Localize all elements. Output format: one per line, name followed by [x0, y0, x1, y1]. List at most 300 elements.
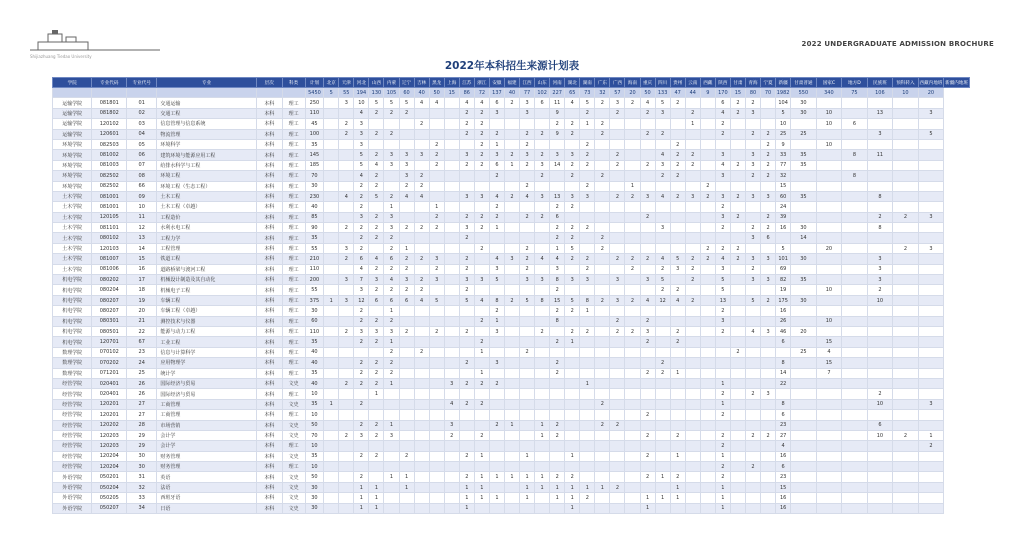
- table-cell: 3: [745, 191, 760, 201]
- table-cell: [893, 472, 919, 482]
- table-cell: [867, 160, 893, 170]
- table-cell: [893, 181, 919, 191]
- table-cell: 1: [715, 378, 730, 388]
- table-cell: [745, 399, 760, 409]
- table-cell: [474, 233, 489, 243]
- table-cell: 2: [474, 399, 489, 409]
- table-cell: [670, 358, 685, 368]
- total-cell: 130: [369, 88, 384, 98]
- table-cell: 2: [761, 160, 776, 170]
- table-cell: [816, 451, 842, 461]
- table-cell: [640, 482, 655, 492]
- table-cell: 2: [640, 316, 655, 326]
- column-header: 贵州: [670, 78, 685, 88]
- table-cell: 1: [565, 482, 580, 492]
- table-cell: 1: [474, 482, 489, 492]
- table-cell: [730, 358, 745, 368]
- table-cell: 3: [670, 264, 685, 274]
- table-row: [53, 98, 970, 108]
- total-cell: 44: [685, 88, 700, 98]
- table-cell: [504, 181, 519, 191]
- table-cell: 本科: [257, 254, 283, 264]
- table-cell: 理工: [282, 98, 305, 108]
- table-cell: 375: [305, 295, 324, 305]
- table-cell: [550, 347, 565, 357]
- table-cell: 1: [324, 399, 339, 409]
- table-cell: [655, 378, 670, 388]
- table-cell: 理工: [282, 191, 305, 201]
- table-cell: 理工: [282, 223, 305, 233]
- table-cell: 2: [640, 212, 655, 222]
- table-cell: 2: [459, 326, 474, 336]
- table-cell: 2: [339, 254, 354, 264]
- table-cell: 120203: [92, 441, 127, 451]
- table-cell: [918, 171, 944, 181]
- table-cell: [893, 389, 919, 399]
- table-cell: 46: [776, 326, 791, 336]
- table-cell: [369, 119, 384, 129]
- table-cell: [893, 358, 919, 368]
- table-cell: [550, 181, 565, 191]
- table-cell: [324, 493, 339, 503]
- table-cell: [893, 202, 919, 212]
- table-cell: [354, 462, 369, 472]
- table-cell: 26: [127, 378, 157, 388]
- table-cell: 土木学院: [53, 254, 92, 264]
- table-cell: 3: [655, 223, 670, 233]
- table-cell: 6: [776, 462, 791, 472]
- table-cell: 3: [384, 150, 399, 160]
- table-cell: [399, 389, 414, 399]
- table-cell: 8: [842, 150, 868, 160]
- table-cell: [867, 378, 893, 388]
- table-cell: 080207: [92, 306, 127, 316]
- table-row: [53, 358, 970, 368]
- table-cell: [625, 482, 640, 492]
- table-cell: [595, 191, 610, 201]
- table-cell: 2: [625, 264, 640, 274]
- table-cell: 2: [354, 181, 369, 191]
- table-cell: [730, 139, 745, 149]
- table-cell: [918, 358, 944, 368]
- table-cell: 2: [595, 399, 610, 409]
- table-cell: 32: [127, 482, 157, 492]
- table-cell: 2: [730, 212, 745, 222]
- table-cell: 工程管理: [157, 243, 257, 253]
- table-cell: [520, 399, 535, 409]
- table-cell: [399, 202, 414, 212]
- table-cell: [504, 275, 519, 285]
- table-cell: [918, 285, 944, 295]
- table-cell: 13: [715, 295, 730, 305]
- table-cell: 环境工程: [157, 171, 257, 181]
- table-cell: [918, 150, 944, 160]
- table-cell: 2: [429, 212, 444, 222]
- table-cell: [791, 389, 817, 399]
- table-cell: [324, 430, 339, 440]
- table-cell: 1: [459, 493, 474, 503]
- table-cell: [324, 243, 339, 253]
- table-cell: 2: [474, 223, 489, 233]
- table-cell: [640, 264, 655, 274]
- table-cell: 11: [550, 98, 565, 108]
- table-cell: [745, 472, 760, 482]
- table-cell: [459, 347, 474, 357]
- table-cell: [867, 306, 893, 316]
- table-cell: 本科: [257, 420, 283, 430]
- table-cell: [730, 337, 745, 347]
- table-cell: 1: [655, 472, 670, 482]
- table-cell: [429, 493, 444, 503]
- table-cell: [700, 441, 715, 451]
- table-cell: 3: [918, 243, 944, 253]
- table-cell: 69: [776, 264, 791, 274]
- table-cell: [685, 223, 700, 233]
- table-cell: 运输学院: [53, 129, 92, 139]
- table-cell: 4: [414, 98, 429, 108]
- table-cell: [324, 503, 339, 513]
- table-cell: [384, 493, 399, 503]
- table-cell: 本科: [257, 264, 283, 274]
- table-cell: [565, 430, 580, 440]
- total-cell: 50: [640, 88, 655, 98]
- table-cell: 2: [670, 139, 685, 149]
- table-cell: [429, 108, 444, 118]
- table-cell: 1: [535, 482, 550, 492]
- table-cell: 工商管理: [157, 410, 257, 420]
- table-cell: [700, 399, 715, 409]
- table-cell: [565, 108, 580, 118]
- table-cell: [816, 275, 842, 285]
- table-cell: 1: [715, 493, 730, 503]
- column-header: 广东: [595, 78, 610, 88]
- table-cell: [893, 347, 919, 357]
- table-cell: 2: [715, 202, 730, 212]
- table-cell: [504, 462, 519, 472]
- column-header: 预科转入: [893, 78, 919, 88]
- table-cell: 14: [127, 243, 157, 253]
- table-cell: 2: [745, 129, 760, 139]
- table-cell: 2: [429, 223, 444, 233]
- table-cell: 30: [127, 451, 157, 461]
- table-cell: [504, 139, 519, 149]
- table-cell: [640, 223, 655, 233]
- table-cell: [670, 378, 685, 388]
- table-cell: 080301: [92, 316, 127, 326]
- table-cell: 3: [655, 108, 670, 118]
- table-cell: 2: [535, 171, 550, 181]
- table-cell: [761, 337, 776, 347]
- table-row: [53, 275, 970, 285]
- column-header: 河北: [354, 78, 369, 88]
- table-cell: [685, 420, 700, 430]
- table-cell: 2: [474, 316, 489, 326]
- table-cell: [324, 316, 339, 326]
- table-cell: [700, 358, 715, 368]
- table-cell: [429, 451, 444, 461]
- table-cell: [580, 358, 595, 368]
- table-cell: 2: [761, 430, 776, 440]
- table-cell: [625, 150, 640, 160]
- table-cell: [504, 306, 519, 316]
- table-cell: 5: [459, 295, 474, 305]
- table-cell: 2: [384, 358, 399, 368]
- table-cell: 2: [640, 430, 655, 440]
- table-cell: [918, 139, 944, 149]
- table-cell: [730, 472, 745, 482]
- table-cell: [625, 389, 640, 399]
- table-cell: [444, 264, 459, 274]
- table-cell: 1: [369, 389, 384, 399]
- table-cell: [730, 493, 745, 503]
- table-cell: 3: [745, 275, 760, 285]
- table-cell: 文史: [282, 493, 305, 503]
- table-cell: 2: [384, 285, 399, 295]
- table-cell: [893, 410, 919, 420]
- table-cell: 本科: [257, 306, 283, 316]
- table-cell: [459, 462, 474, 472]
- table-cell: [610, 181, 625, 191]
- column-header: 民族班: [867, 78, 893, 88]
- table-cell: 145: [305, 150, 324, 160]
- table-cell: 2: [670, 150, 685, 160]
- table-cell: [535, 378, 550, 388]
- table-cell: 6: [776, 337, 791, 347]
- table-cell: 2: [640, 368, 655, 378]
- table-cell: 2: [655, 368, 670, 378]
- table-cell: [700, 378, 715, 388]
- table-cell: [842, 316, 868, 326]
- table-cell: [610, 462, 625, 472]
- table-cell: [816, 264, 842, 274]
- table-cell: 本科: [257, 295, 283, 305]
- table-cell: 2: [474, 243, 489, 253]
- table-cell: [595, 337, 610, 347]
- table-cell: 3: [489, 108, 504, 118]
- table-cell: [730, 326, 745, 336]
- table-cell: 2: [580, 223, 595, 233]
- total-cell: [127, 88, 157, 98]
- table-cell: [520, 378, 535, 388]
- table-cell: [535, 316, 550, 326]
- table-cell: 5: [369, 191, 384, 201]
- table-cell: [670, 420, 685, 430]
- table-cell: [700, 472, 715, 482]
- table-cell: [489, 451, 504, 461]
- table-cell: [414, 160, 429, 170]
- table-cell: [893, 326, 919, 336]
- table-cell: [444, 285, 459, 295]
- table-cell: [730, 306, 745, 316]
- table-cell: [369, 202, 384, 212]
- table-cell: 15: [776, 181, 791, 191]
- table-cell: [580, 389, 595, 399]
- table-cell: [918, 160, 944, 170]
- table-cell: [444, 306, 459, 316]
- table-cell: 6: [354, 254, 369, 264]
- table-cell: 1: [715, 503, 730, 513]
- table-cell: [565, 264, 580, 274]
- table-cell: 10: [305, 389, 324, 399]
- table-cell: 35: [305, 399, 324, 409]
- table-cell: 机电学院: [53, 306, 92, 316]
- table-cell: 3: [414, 150, 429, 160]
- table-cell: [474, 503, 489, 513]
- table-cell: 2: [369, 285, 384, 295]
- table-cell: [918, 451, 944, 461]
- table-cell: 01: [127, 98, 157, 108]
- table-cell: [893, 139, 919, 149]
- table-cell: [816, 378, 842, 388]
- table-cell: 3: [761, 191, 776, 201]
- table-cell: 理工: [282, 389, 305, 399]
- table-cell: 35: [791, 160, 817, 170]
- table-cell: 3: [535, 160, 550, 170]
- table-cell: [842, 275, 868, 285]
- table-cell: 23: [127, 347, 157, 357]
- table-cell: [504, 378, 519, 388]
- table-cell: 8: [535, 295, 550, 305]
- table-cell: 3: [504, 254, 519, 264]
- table-cell: 2: [414, 285, 429, 295]
- table-cell: 2: [369, 430, 384, 440]
- table-cell: [918, 191, 944, 201]
- table-row: [53, 462, 970, 472]
- table-cell: 120201: [92, 410, 127, 420]
- table-cell: [369, 399, 384, 409]
- table-cell: [761, 399, 776, 409]
- table-cell: 250: [305, 98, 324, 108]
- table-cell: [670, 129, 685, 139]
- table-cell: 本科: [257, 212, 283, 222]
- table-cell: 2: [354, 243, 369, 253]
- table-cell: [595, 108, 610, 118]
- table-cell: [324, 482, 339, 492]
- table-cell: 2: [384, 368, 399, 378]
- table-cell: 6: [399, 295, 414, 305]
- table-cell: 7: [816, 368, 842, 378]
- table-cell: [520, 410, 535, 420]
- table-cell: [444, 451, 459, 461]
- table-cell: [842, 202, 868, 212]
- table-cell: [595, 285, 610, 295]
- table-cell: [324, 212, 339, 222]
- table-cell: 120203: [92, 430, 127, 440]
- table-cell: 2: [369, 181, 384, 191]
- table-cell: [918, 472, 944, 482]
- table-cell: [384, 410, 399, 420]
- table-cell: [489, 389, 504, 399]
- table-cell: [324, 441, 339, 451]
- table-cell: 车辆工程（卓越）: [157, 306, 257, 316]
- table-cell: [730, 171, 745, 181]
- table-cell: 6: [369, 295, 384, 305]
- total-cell: 50: [429, 88, 444, 98]
- table-cell: [324, 347, 339, 357]
- table-cell: [655, 181, 670, 191]
- table-cell: [550, 462, 565, 472]
- table-cell: [399, 129, 414, 139]
- table-cell: 车辆工程: [157, 295, 257, 305]
- table-cell: 1: [640, 503, 655, 513]
- table-cell: [504, 285, 519, 295]
- table-cell: [414, 264, 429, 274]
- table-cell: [867, 462, 893, 472]
- table-cell: [339, 160, 354, 170]
- table-cell: 110: [305, 326, 324, 336]
- table-cell: 2: [565, 223, 580, 233]
- table-cell: [745, 285, 760, 295]
- table-cell: [745, 316, 760, 326]
- table-cell: [816, 191, 842, 201]
- table-cell: 2: [429, 150, 444, 160]
- table-cell: [504, 202, 519, 212]
- table-cell: 2: [685, 254, 700, 264]
- table-cell: [580, 202, 595, 212]
- table-cell: 2: [595, 171, 610, 181]
- table-cell: [655, 316, 670, 326]
- table-cell: [610, 389, 625, 399]
- table-cell: [730, 462, 745, 472]
- table-cell: 1: [685, 119, 700, 129]
- table-cell: 文史: [282, 503, 305, 513]
- table-cell: 3: [761, 389, 776, 399]
- table-cell: [893, 503, 919, 513]
- table-cell: [580, 243, 595, 253]
- table-cell: [745, 503, 760, 513]
- table-cell: [429, 430, 444, 440]
- table-cell: 3: [745, 160, 760, 170]
- table-cell: [520, 337, 535, 347]
- table-cell: [324, 285, 339, 295]
- table-cell: [685, 233, 700, 243]
- table-cell: [399, 347, 414, 357]
- table-cell: [504, 119, 519, 129]
- table-cell: 2: [414, 119, 429, 129]
- table-cell: 运输学院: [53, 108, 92, 118]
- table-cell: 理工: [282, 212, 305, 222]
- table-cell: [324, 275, 339, 285]
- table-cell: [715, 420, 730, 430]
- total-cell: 32: [595, 88, 610, 98]
- table-cell: 理工: [282, 316, 305, 326]
- table-cell: [580, 399, 595, 409]
- table-cell: 10: [354, 98, 369, 108]
- table-cell: [640, 181, 655, 191]
- table-cell: 4: [459, 98, 474, 108]
- table-cell: [339, 368, 354, 378]
- table-cell: [816, 462, 842, 472]
- table-cell: [459, 171, 474, 181]
- table-cell: [918, 233, 944, 243]
- table-cell: 文史: [282, 451, 305, 461]
- table-cell: [625, 306, 640, 316]
- table-cell: 11: [127, 212, 157, 222]
- table-cell: [339, 451, 354, 461]
- table-cell: 5: [354, 150, 369, 160]
- table-cell: [685, 493, 700, 503]
- table-cell: 3: [339, 98, 354, 108]
- table-cell: [700, 482, 715, 492]
- table-cell: [791, 441, 817, 451]
- table-cell: [610, 171, 625, 181]
- total-cell: 15: [444, 88, 459, 98]
- table-cell: [399, 378, 414, 388]
- table-cell: 理工: [282, 358, 305, 368]
- table-cell: [444, 254, 459, 264]
- table-cell: 2: [715, 243, 730, 253]
- table-cell: 本科: [257, 451, 283, 461]
